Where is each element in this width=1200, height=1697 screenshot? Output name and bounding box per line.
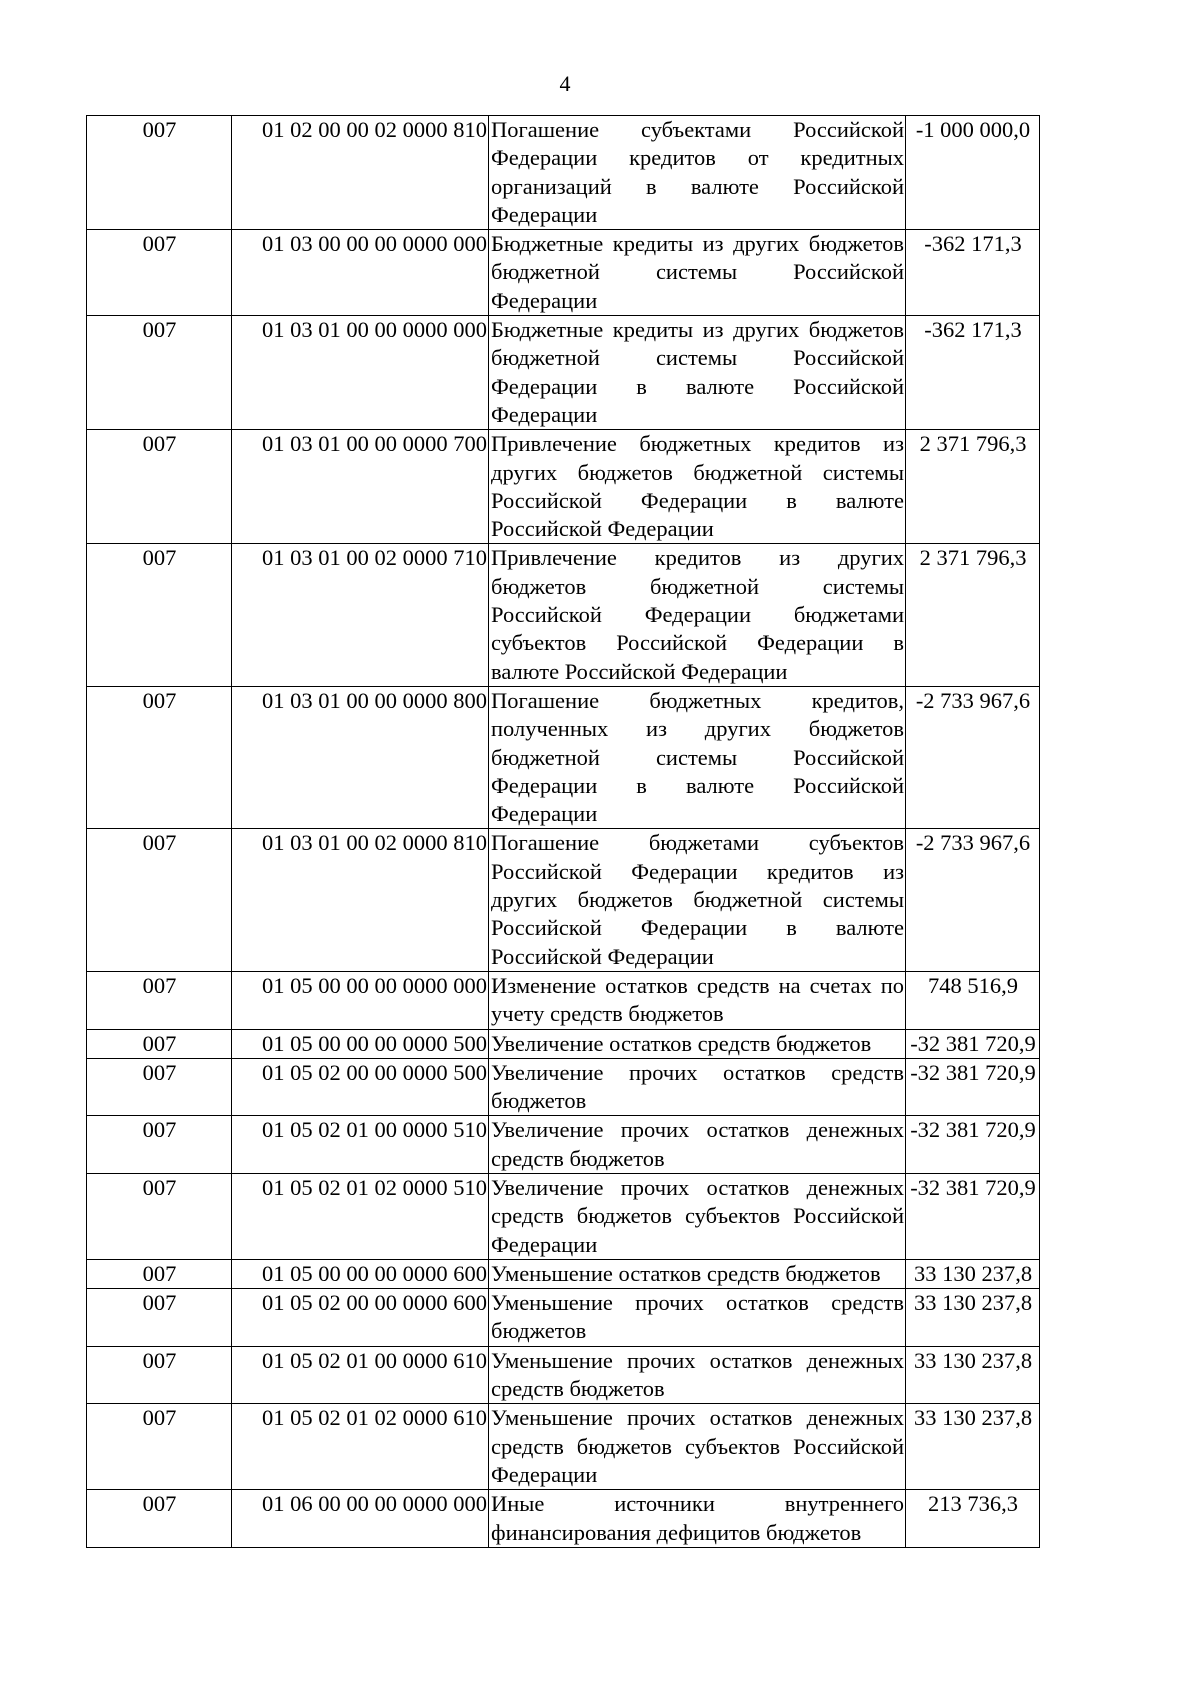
source-name-cell: Привлечение кредитов из других бюджетов бюджетной системы Российской Федерации бюджетами субъектов Российской Федерации в валюте Российской Федерации [489, 544, 906, 686]
budget-sources-table [86, 115, 1040, 1548]
source-name-cell: Уменьшение прочих остатков денежных средств бюджетов субъектов Российской Федерации [489, 1404, 906, 1490]
amount-cell: 748 516,9 [906, 971, 1040, 1029]
table-row [87, 1404, 1040, 1490]
classification-code-cell: 01 03 01 00 00 0000 000 [232, 316, 489, 430]
table-row [87, 544, 1040, 686]
admin-code-cell: 007 [87, 686, 232, 828]
classification-code-cell: 01 03 00 00 00 0000 000 [232, 230, 489, 316]
table-row [87, 430, 1040, 544]
source-name-cell: Изменение остатков средств на счетах по учету средств бюджетов [489, 971, 906, 1029]
admin-code-cell: 007 [87, 1259, 232, 1288]
source-name-cell: Привлечение бюджетных кредитов из других бюджетов бюджетной системы Российской Федерации в валюте Российской Федерации [489, 430, 906, 544]
amount-cell: 2 371 796,3 [906, 544, 1040, 686]
table-row [87, 116, 1040, 230]
table-row [87, 1490, 1040, 1548]
table-row [87, 829, 1040, 971]
source-name-cell: Увеличение прочих остатков денежных средств бюджетов [489, 1116, 906, 1174]
admin-code-cell: 007 [87, 1116, 232, 1174]
source-name-cell: Бюджетные кредиты из других бюджетов бюджетной системы Российской Федерации [489, 230, 906, 316]
classification-code-cell: 01 02 00 00 02 0000 810 [232, 116, 489, 230]
source-name-cell: Увеличение остатков средств бюджетов [489, 1029, 906, 1058]
classification-code-cell: 01 05 02 01 02 0000 610 [232, 1404, 489, 1490]
amount-cell: 2 371 796,3 [906, 430, 1040, 544]
admin-code-cell: 007 [87, 1173, 232, 1259]
admin-code-cell: 007 [87, 1058, 232, 1116]
table-row [87, 1116, 1040, 1174]
classification-code-cell: 01 06 00 00 00 0000 000 [232, 1490, 489, 1548]
page-number: 4 [559, 71, 571, 96]
source-name-cell: Погашение бюджетных кредитов, полученных из других бюджетов бюджетной системы Российской Федерации в валюте Российской Федерации [489, 686, 906, 828]
table-row [87, 1058, 1040, 1116]
classification-code-cell: 01 05 00 00 00 0000 500 [232, 1029, 489, 1058]
source-name-cell: Увеличение прочих остатков денежных средств бюджетов субъектов Российской Федерации [489, 1173, 906, 1259]
amount-cell: -32 381 720,9 [906, 1058, 1040, 1116]
classification-code-cell: 01 05 00 00 00 0000 000 [232, 971, 489, 1029]
amount-cell: -32 381 720,9 [906, 1173, 1040, 1259]
table-row [87, 1029, 1040, 1058]
admin-code-cell: 007 [87, 971, 232, 1029]
table-row [87, 1289, 1040, 1347]
table-row [87, 686, 1040, 828]
classification-code-cell: 01 05 02 01 02 0000 510 [232, 1173, 489, 1259]
amount-cell: 33 130 237,8 [906, 1404, 1040, 1490]
amount-cell: -2 733 967,6 [906, 829, 1040, 971]
admin-code-cell: 007 [87, 1346, 232, 1404]
admin-code-cell: 007 [87, 1404, 232, 1490]
source-name-cell: Иные источники внутреннего финансирования дефицитов бюджетов [489, 1490, 906, 1548]
amount-cell: 33 130 237,8 [906, 1259, 1040, 1288]
amount-cell: -32 381 720,9 [906, 1116, 1040, 1174]
amount-cell: -32 381 720,9 [906, 1029, 1040, 1058]
amount-cell: -362 171,3 [906, 230, 1040, 316]
table-row [87, 1173, 1040, 1259]
admin-code-cell: 007 [87, 230, 232, 316]
source-name-cell: Уменьшение прочих остатков средств бюджетов [489, 1289, 906, 1347]
classification-code-cell: 01 05 02 00 00 0000 600 [232, 1289, 489, 1347]
amount-cell: 213 736,3 [906, 1490, 1040, 1548]
source-name-cell: Погашение бюджетами субъектов Российской Федерации кредитов из других бюджетов бюджетной системы Российской Федерации в валюте Российской Федерации [489, 829, 906, 971]
admin-code-cell: 007 [87, 316, 232, 430]
amount-cell: 33 130 237,8 [906, 1289, 1040, 1347]
classification-code-cell: 01 05 00 00 00 0000 600 [232, 1259, 489, 1288]
source-name-cell: Бюджетные кредиты из других бюджетов бюджетной системы Российской Федерации в валюте Российской Федерации [489, 316, 906, 430]
table-row [87, 971, 1040, 1029]
table-row [87, 1346, 1040, 1404]
source-name-cell: Погашение субъектами Российской Федерации кредитов от кредитных организаций в валюте Российской Федерации [489, 116, 906, 230]
classification-code-cell: 01 05 02 00 00 0000 500 [232, 1058, 489, 1116]
source-name-cell: Уменьшение прочих остатков денежных средств бюджетов [489, 1346, 906, 1404]
classification-code-cell: 01 03 01 00 02 0000 710 [232, 544, 489, 686]
admin-code-cell: 007 [87, 829, 232, 971]
classification-code-cell: 01 05 02 01 00 0000 510 [232, 1116, 489, 1174]
amount-cell: -362 171,3 [906, 316, 1040, 430]
admin-code-cell: 007 [87, 1029, 232, 1058]
classification-code-cell: 01 03 01 00 00 0000 800 [232, 686, 489, 828]
admin-code-cell: 007 [87, 116, 232, 230]
admin-code-cell: 007 [87, 544, 232, 686]
table-row [87, 1259, 1040, 1288]
classification-code-cell: 01 03 01 00 02 0000 810 [232, 829, 489, 971]
amount-cell: -2 733 967,6 [906, 686, 1040, 828]
admin-code-cell: 007 [87, 1490, 232, 1548]
amount-cell: 33 130 237,8 [906, 1346, 1040, 1404]
source-name-cell: Уменьшение остатков средств бюджетов [489, 1259, 906, 1288]
table-row [87, 316, 1040, 430]
classification-code-cell: 01 05 02 01 00 0000 610 [232, 1346, 489, 1404]
table-body [87, 116, 1040, 1548]
admin-code-cell: 007 [87, 1289, 232, 1347]
table-row [87, 230, 1040, 316]
classification-code-cell: 01 03 01 00 00 0000 700 [232, 430, 489, 544]
amount-cell: -1 000 000,0 [906, 116, 1040, 230]
admin-code-cell: 007 [87, 430, 232, 544]
source-name-cell: Увеличение прочих остатков средств бюджетов [489, 1058, 906, 1116]
